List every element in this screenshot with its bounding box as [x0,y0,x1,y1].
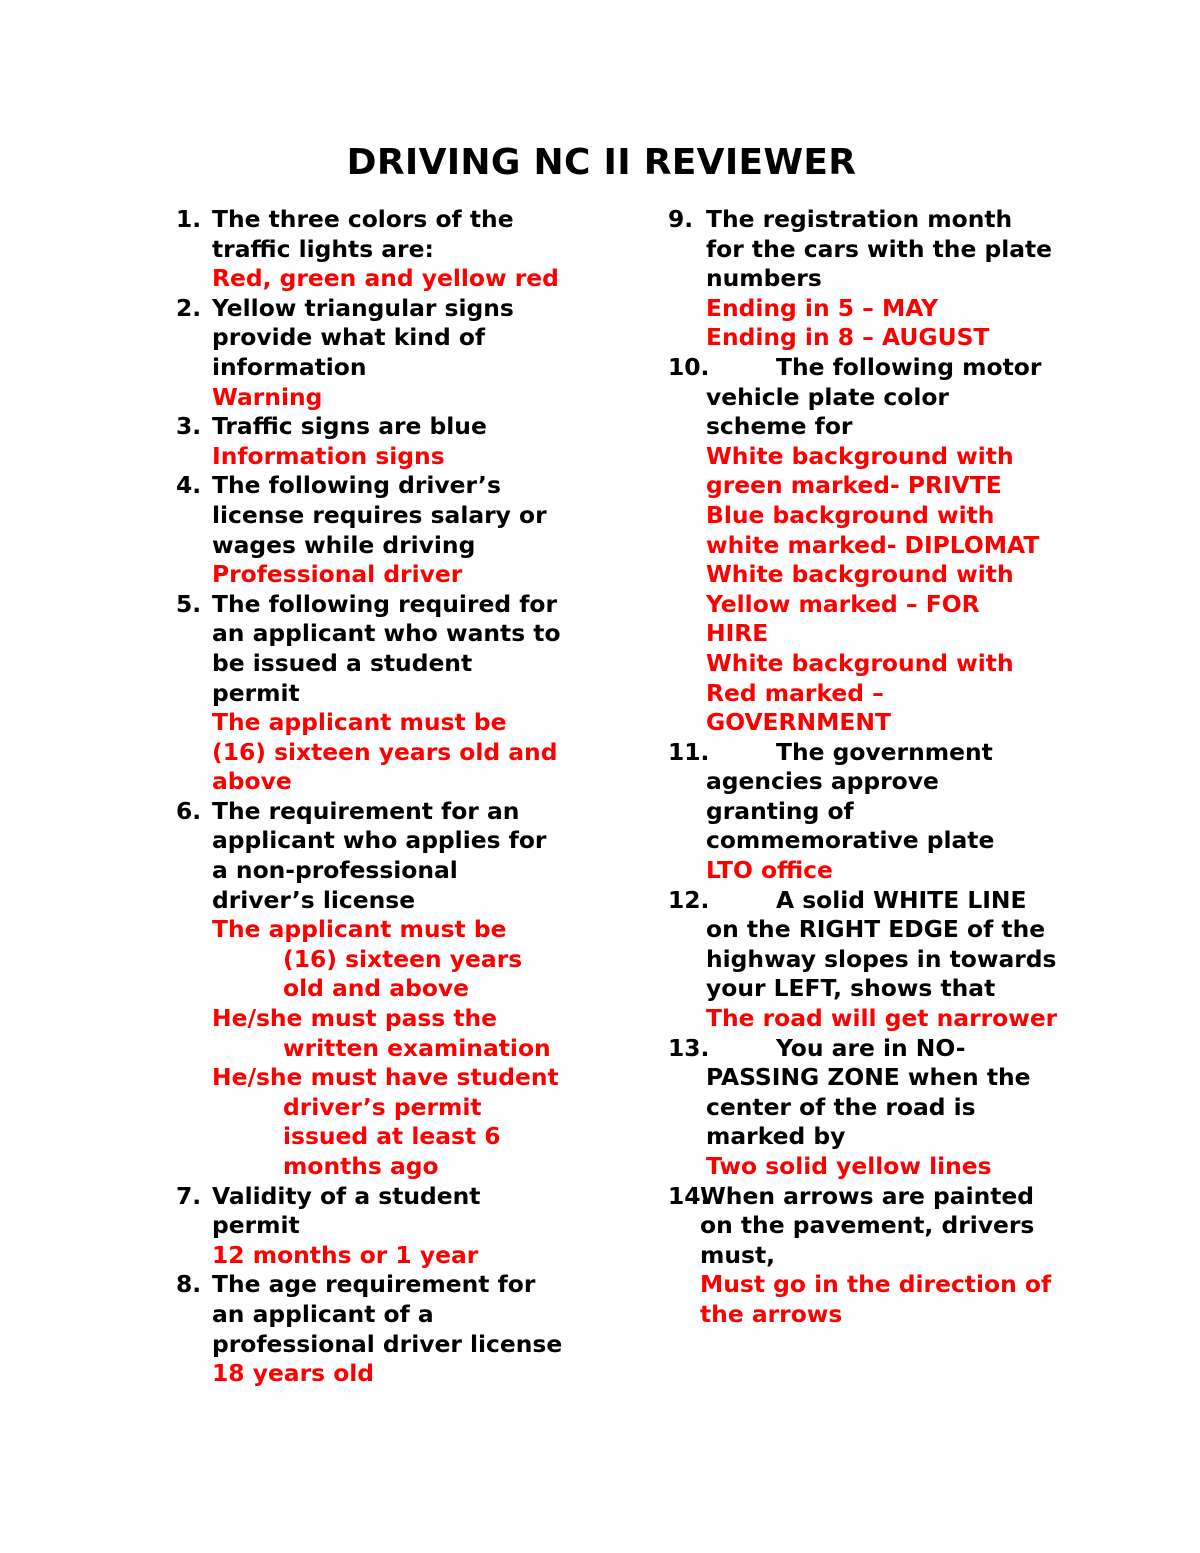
item-body [212,1270,596,1388]
question-line: an applicant of a [212,1299,434,1328]
answer-line: Two solid yellow lines [706,1152,992,1180]
question-line: granting of [706,796,854,825]
item-number: 14. [668,1181,710,1210]
answer-line: White background with [706,648,1014,677]
item-number: 6. [176,796,202,825]
item-body [212,294,596,412]
item-body [212,205,596,294]
item-number: 9. [668,205,694,233]
answer-line: The road will get narrower [706,1004,1058,1033]
answer-line: (16) sixteen years [283,944,523,973]
question-line: numbers [706,264,822,293]
question-line: applicant who applies for [212,826,547,855]
question-line: highway slopes in towards [706,944,1057,973]
item-number: 4. [176,471,202,500]
item-number: 7. [176,1181,202,1210]
answer-line: old and above [283,974,470,1003]
question-line: driver’s license [212,885,416,914]
question-line: for the cars with the plate [706,234,1053,263]
answer-line: driver’s permit [283,1092,482,1121]
answer-line: Information signs [212,441,445,470]
answer-line: White background with [706,560,1014,589]
question-line: must, [700,1240,776,1269]
question-line: be issued a student [212,648,473,677]
question-line: Validity of a student [212,1181,481,1210]
question-line: license requires salary or [212,500,547,529]
question-line: agencies approve [706,767,939,796]
question-line: center of the road is [706,1092,976,1121]
question-line: provide what kind of [212,323,486,352]
question-line: The three colors of the [212,205,514,233]
item-body [700,1182,1068,1330]
item-body [706,737,1068,886]
answer-line: The applicant must be [212,915,507,944]
question-line: The following required for [212,589,558,618]
question-line: information [212,352,367,381]
answer-line: months ago [283,1152,439,1180]
item-body [706,352,1068,738]
question-line: your LEFT, shows that [706,974,996,1003]
answer-line: The applicant must be [212,708,507,737]
item-number: 11. [668,737,710,766]
question-line: Yellow triangular signs [212,293,514,322]
question-line: a non-professional [212,856,458,885]
item-number: 2. [176,293,202,322]
question-line: permit [212,678,300,707]
item-body [706,205,1068,353]
list-item [668,1182,1068,1330]
question-line: The government [776,737,993,766]
question-line: The age requirement for [212,1270,536,1299]
list-item [668,205,1068,353]
item-body [212,471,596,589]
list-item [176,797,596,1182]
answer-line: Warning [212,382,323,411]
answer-line: Red marked – [706,678,884,707]
answer-line: He/she must pass the [212,1004,498,1033]
answer-line: (16) sixteen years old and [212,737,558,766]
answer-line: Blue background with [706,500,995,529]
question-line: The following driver’s [212,471,501,500]
item-body [212,797,596,1182]
question-line: When arrows are painted [700,1181,1035,1210]
answer-line: Ending in 8 – AUGUST [706,323,990,352]
item-body [212,1182,596,1271]
list-item [176,294,596,412]
answer-line: above [212,767,292,796]
item-number: 5. [176,589,202,618]
question-line: You are in NO- [776,1033,966,1062]
answer-line: written examination [283,1033,551,1062]
item-number: 10. [668,352,710,381]
list-item [668,738,1068,886]
question-line: vehicle plate color [706,382,949,411]
item-body [706,885,1068,1034]
question-line: on the RIGHT EDGE of the [706,915,1046,944]
question-line: permit [212,1211,300,1240]
list-item [176,1182,596,1271]
answer-line: HIRE [706,619,769,648]
item-number: 12. [668,885,710,914]
answer-line: Yellow marked – FOR [706,589,980,618]
item-body [212,412,596,471]
answer-line: issued at least 6 [283,1122,501,1151]
question-line: on the pavement, drivers [700,1211,1035,1240]
item-body [212,590,596,797]
page-title: DRIVING NC II REVIEWER [346,142,857,183]
question-line: marked by [706,1122,846,1151]
question-line: an applicant who wants to [212,619,561,648]
right-column [668,205,1068,1330]
left-column [176,205,596,1389]
answer-line: LTO office [706,856,833,885]
question-line: scheme for [706,412,853,441]
item-number: 8. [176,1270,202,1299]
answer-line: white marked- DIPLOMAT [706,530,1040,559]
question-line: traffic lights are: [212,234,434,263]
list-item [668,1034,1068,1182]
question-line: The following motor [776,352,1042,381]
list-item [176,1270,596,1388]
list-item [668,353,1068,738]
item-number: 1. [176,205,202,233]
answer-line: 18 years old [212,1359,375,1388]
answer-line: the arrows [700,1299,843,1328]
item-body [706,1033,1068,1182]
question-line: A solid WHITE LINE [776,885,1027,914]
answer-line: White background with [706,441,1014,470]
list-item [668,886,1068,1034]
question-line: Traffic signs are blue [212,412,487,441]
answer-line: green marked- PRIVTE [706,471,1002,500]
answer-line: Ending in 5 – MAY [706,293,939,322]
answer-line: 12 months or 1 year [212,1240,479,1269]
answer-line: He/she must have student [212,1063,559,1092]
question-line: The requirement for an [212,796,520,825]
answer-line: Professional driver [212,560,463,589]
list-item [176,205,596,294]
list-item [176,471,596,589]
list-item [176,590,596,797]
answer-line: Red, green and yellow red [212,264,559,293]
item-number: 3. [176,412,202,441]
item-number: 13. [668,1033,710,1062]
answer-line: Must go in the direction of [700,1270,1052,1299]
question-line: professional driver license [212,1329,563,1358]
question-line: wages while driving [212,530,476,559]
list-item [176,412,596,471]
answer-line: GOVERNMENT [706,708,891,737]
question-line: commemorative plate [706,826,995,855]
question-line: PASSING ZONE when the [706,1063,1031,1092]
question-line: The registration month [706,205,1013,233]
